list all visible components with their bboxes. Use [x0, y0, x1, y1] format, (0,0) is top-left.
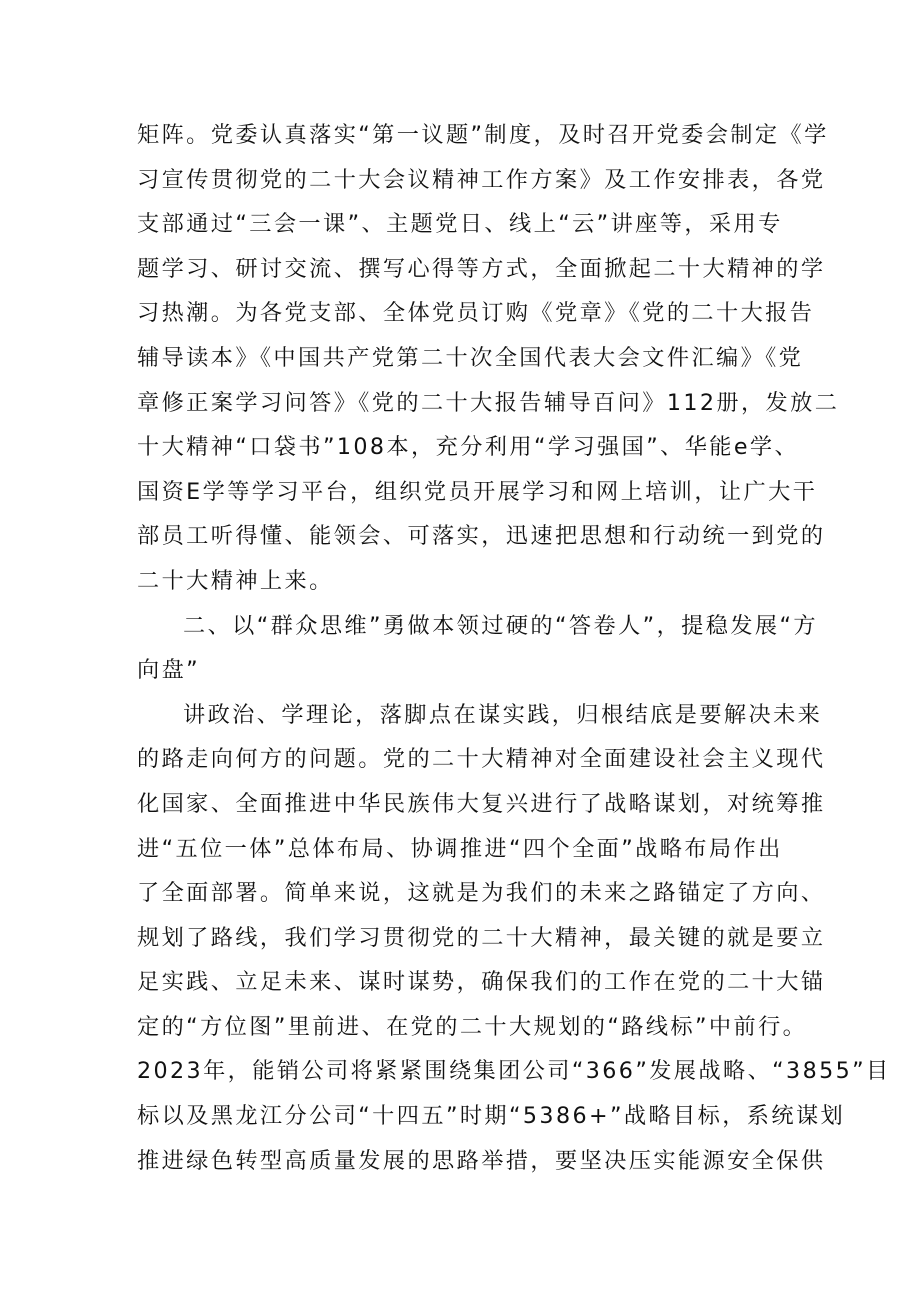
section-heading-line: 二、以“群众思维”勇做本领过硬的“答卷人”，提稳发展“方: [183, 612, 818, 639]
paragraph-line: 二十大精神上来。: [137, 567, 334, 594]
paragraph-line: 十大精神“口袋书”108本，充分利用“学习强国”、华能e学、: [137, 434, 800, 461]
paragraph-line: 讲政治、学理论，落脚点在谋实践，归根结底是要解决未来: [183, 701, 823, 728]
paragraph-line: 支部通过“三会一课”、主题党日、线上“云”讲座等，采用专: [137, 211, 783, 238]
paragraph-line: 足实践、立足未来、谋时谋势，确保我们的工作在党的二十大锚: [137, 969, 826, 996]
paragraph-line: 标以及黑龙江分公司“十四五”时期“5386+”战略目标，系统谋划: [137, 1103, 846, 1130]
paragraph-line: 2023年，能销公司将紧紧围绕集团公司“366”发展战略、“3855”目: [137, 1058, 891, 1085]
paragraph-line: 章修正案学习问答》《党的二十大报告辅导百问》112册，发放二: [137, 389, 840, 416]
paragraph-line: 辅导读本》《中国共产党第二十次全国代表大会文件汇编》《党: [137, 344, 804, 371]
paragraph-line: 部员工听得懂、能领会、可落实，迅速把思想和行动统一到党的: [137, 523, 826, 550]
paragraph-line: 的路走向何方的问题。党的二十大精神对全面建设社会主义现代: [137, 746, 826, 773]
paragraph-line: 矩阵。党委认真落实“第一议题”制度，及时召开党委会制定《学: [137, 122, 829, 148]
paragraph-line: 习宣传贯彻党的二十大会议精神工作方案》及工作安排表，各党: [137, 166, 826, 193]
paragraph-line: 进“五位一体”总体布局、协调推进“四个全面”战略布局作出: [137, 835, 783, 862]
paragraph-line: 习热潮。为各党支部、全体党员订购《党章》《党的二十大报告: [137, 300, 815, 327]
section-heading-line: 向盘”: [137, 657, 201, 684]
paragraph-line: 规划了路线，我们学习贯彻党的二十大精神，最关键的就是要立: [137, 924, 826, 951]
paragraph-line: 推进绿色转型高质量发展的思路举措，要坚决压实能源安全保供: [137, 1147, 826, 1174]
paragraph-line: 化国家、全面推进中华民族伟大复兴进行了战略谋划，对统筹推: [137, 790, 826, 817]
paragraph-line: 国资E学等学习平台，组织党员开展学习和网上培训，让广大干: [137, 478, 818, 505]
paragraph-line: 了全面部署。简单来说，这就是为我们的未来之路锚定了方向、: [137, 880, 826, 907]
paragraph-line: 题学习、研讨交流、撰写心得等方式，全面掀起二十大精神的学: [137, 255, 826, 282]
body-text: [137, 113, 891, 1183]
paragraph-line: 定的“方位图”里前进、在党的二十大规划的“路线标”中前行。: [137, 1013, 808, 1040]
